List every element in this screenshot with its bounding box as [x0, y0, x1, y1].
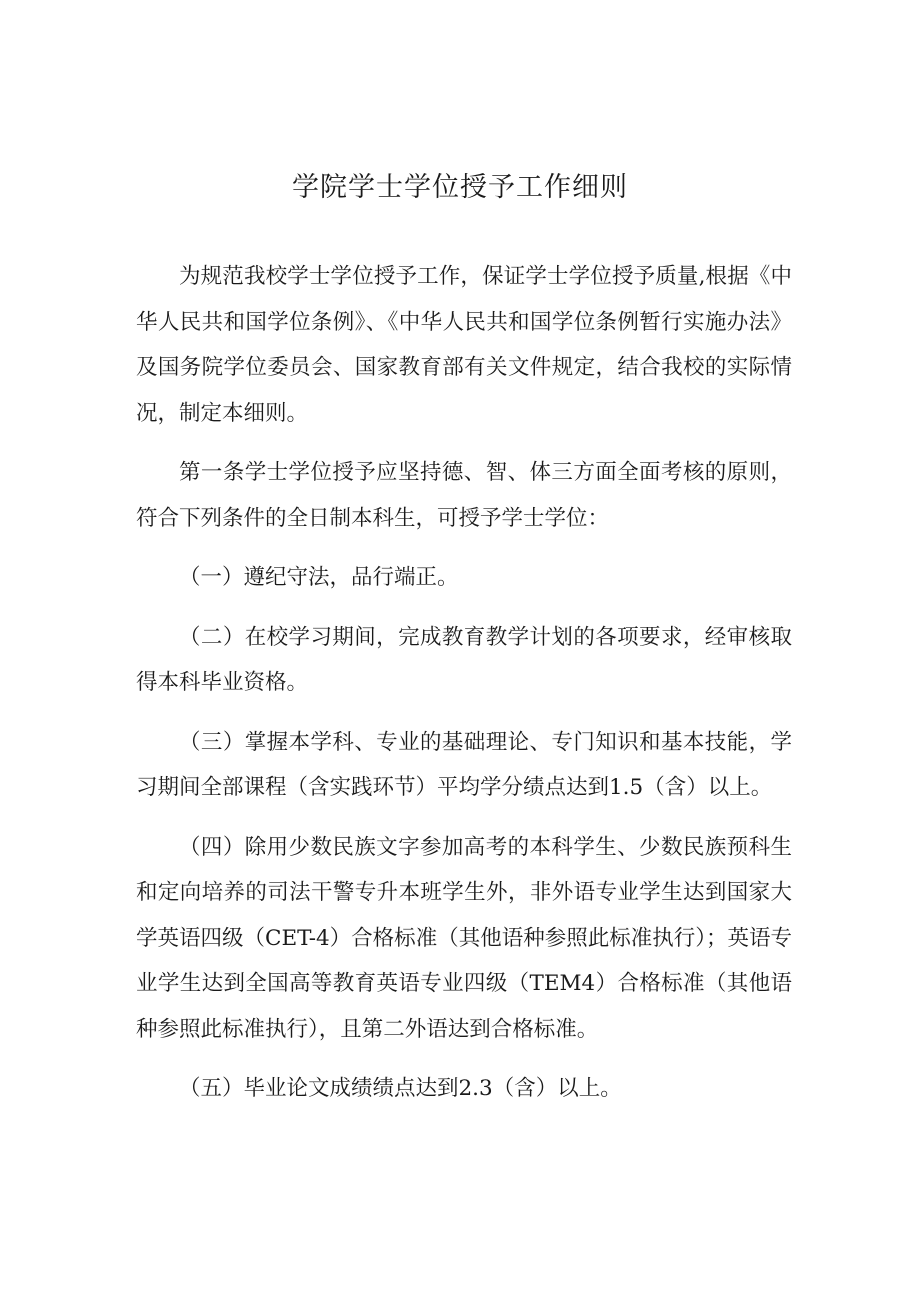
document-title: 学院学士学位授予工作细则: [292, 172, 628, 203]
paragraph-item-2: （二）在校学习期间，完成教育教学计划的各项要求，经审核取得本科毕业资格。: [136, 624, 792, 695]
paragraph-item-5: （五）毕业论文成绩绩点达到2.3（含）以上。: [179, 1076, 622, 1101]
paragraph-preamble: 为规范我校学士学位授予工作，保证学士学位授予质量,根据《中华人民共和国学位条例》、《中华人民共和国学位条例暂行实施办法》及国务院学位委员会、国家教育部有关文件规定，结合我校的实际情况，制定本细则。: [136, 264, 792, 426]
document-body: [136, 254, 792, 1126]
paragraph-item-1: （一）遵纪守法，品行端正。: [179, 565, 459, 590]
paragraph-item-3: （三）掌握本学科、专业的基础理论、专门知识和基本技能，学习期间全部课程（含实践环节）平均学分绩点达到1.5（含）以上。: [136, 729, 792, 800]
paragraph-item-4: （四）除用少数民族文字参加高考的本科学生、少数民族预科生和定向培养的司法干警专升本班学生外，非外语专业学生达到国家大学英语四级（CET-4）合格标准（其他语种参照此标准执行）；英语专业学生达到全国高等教育英语专业四级（TEM4）合格标准（其他语种参照此标准执行），且第二外语达到合格标准。: [136, 834, 792, 1042]
paragraph-article-1: 第一条学士学位授予应坚持德、智、体三方面全面考核的原则，符合下列条件的全日制本科生，可授予学士学位：: [136, 460, 792, 531]
